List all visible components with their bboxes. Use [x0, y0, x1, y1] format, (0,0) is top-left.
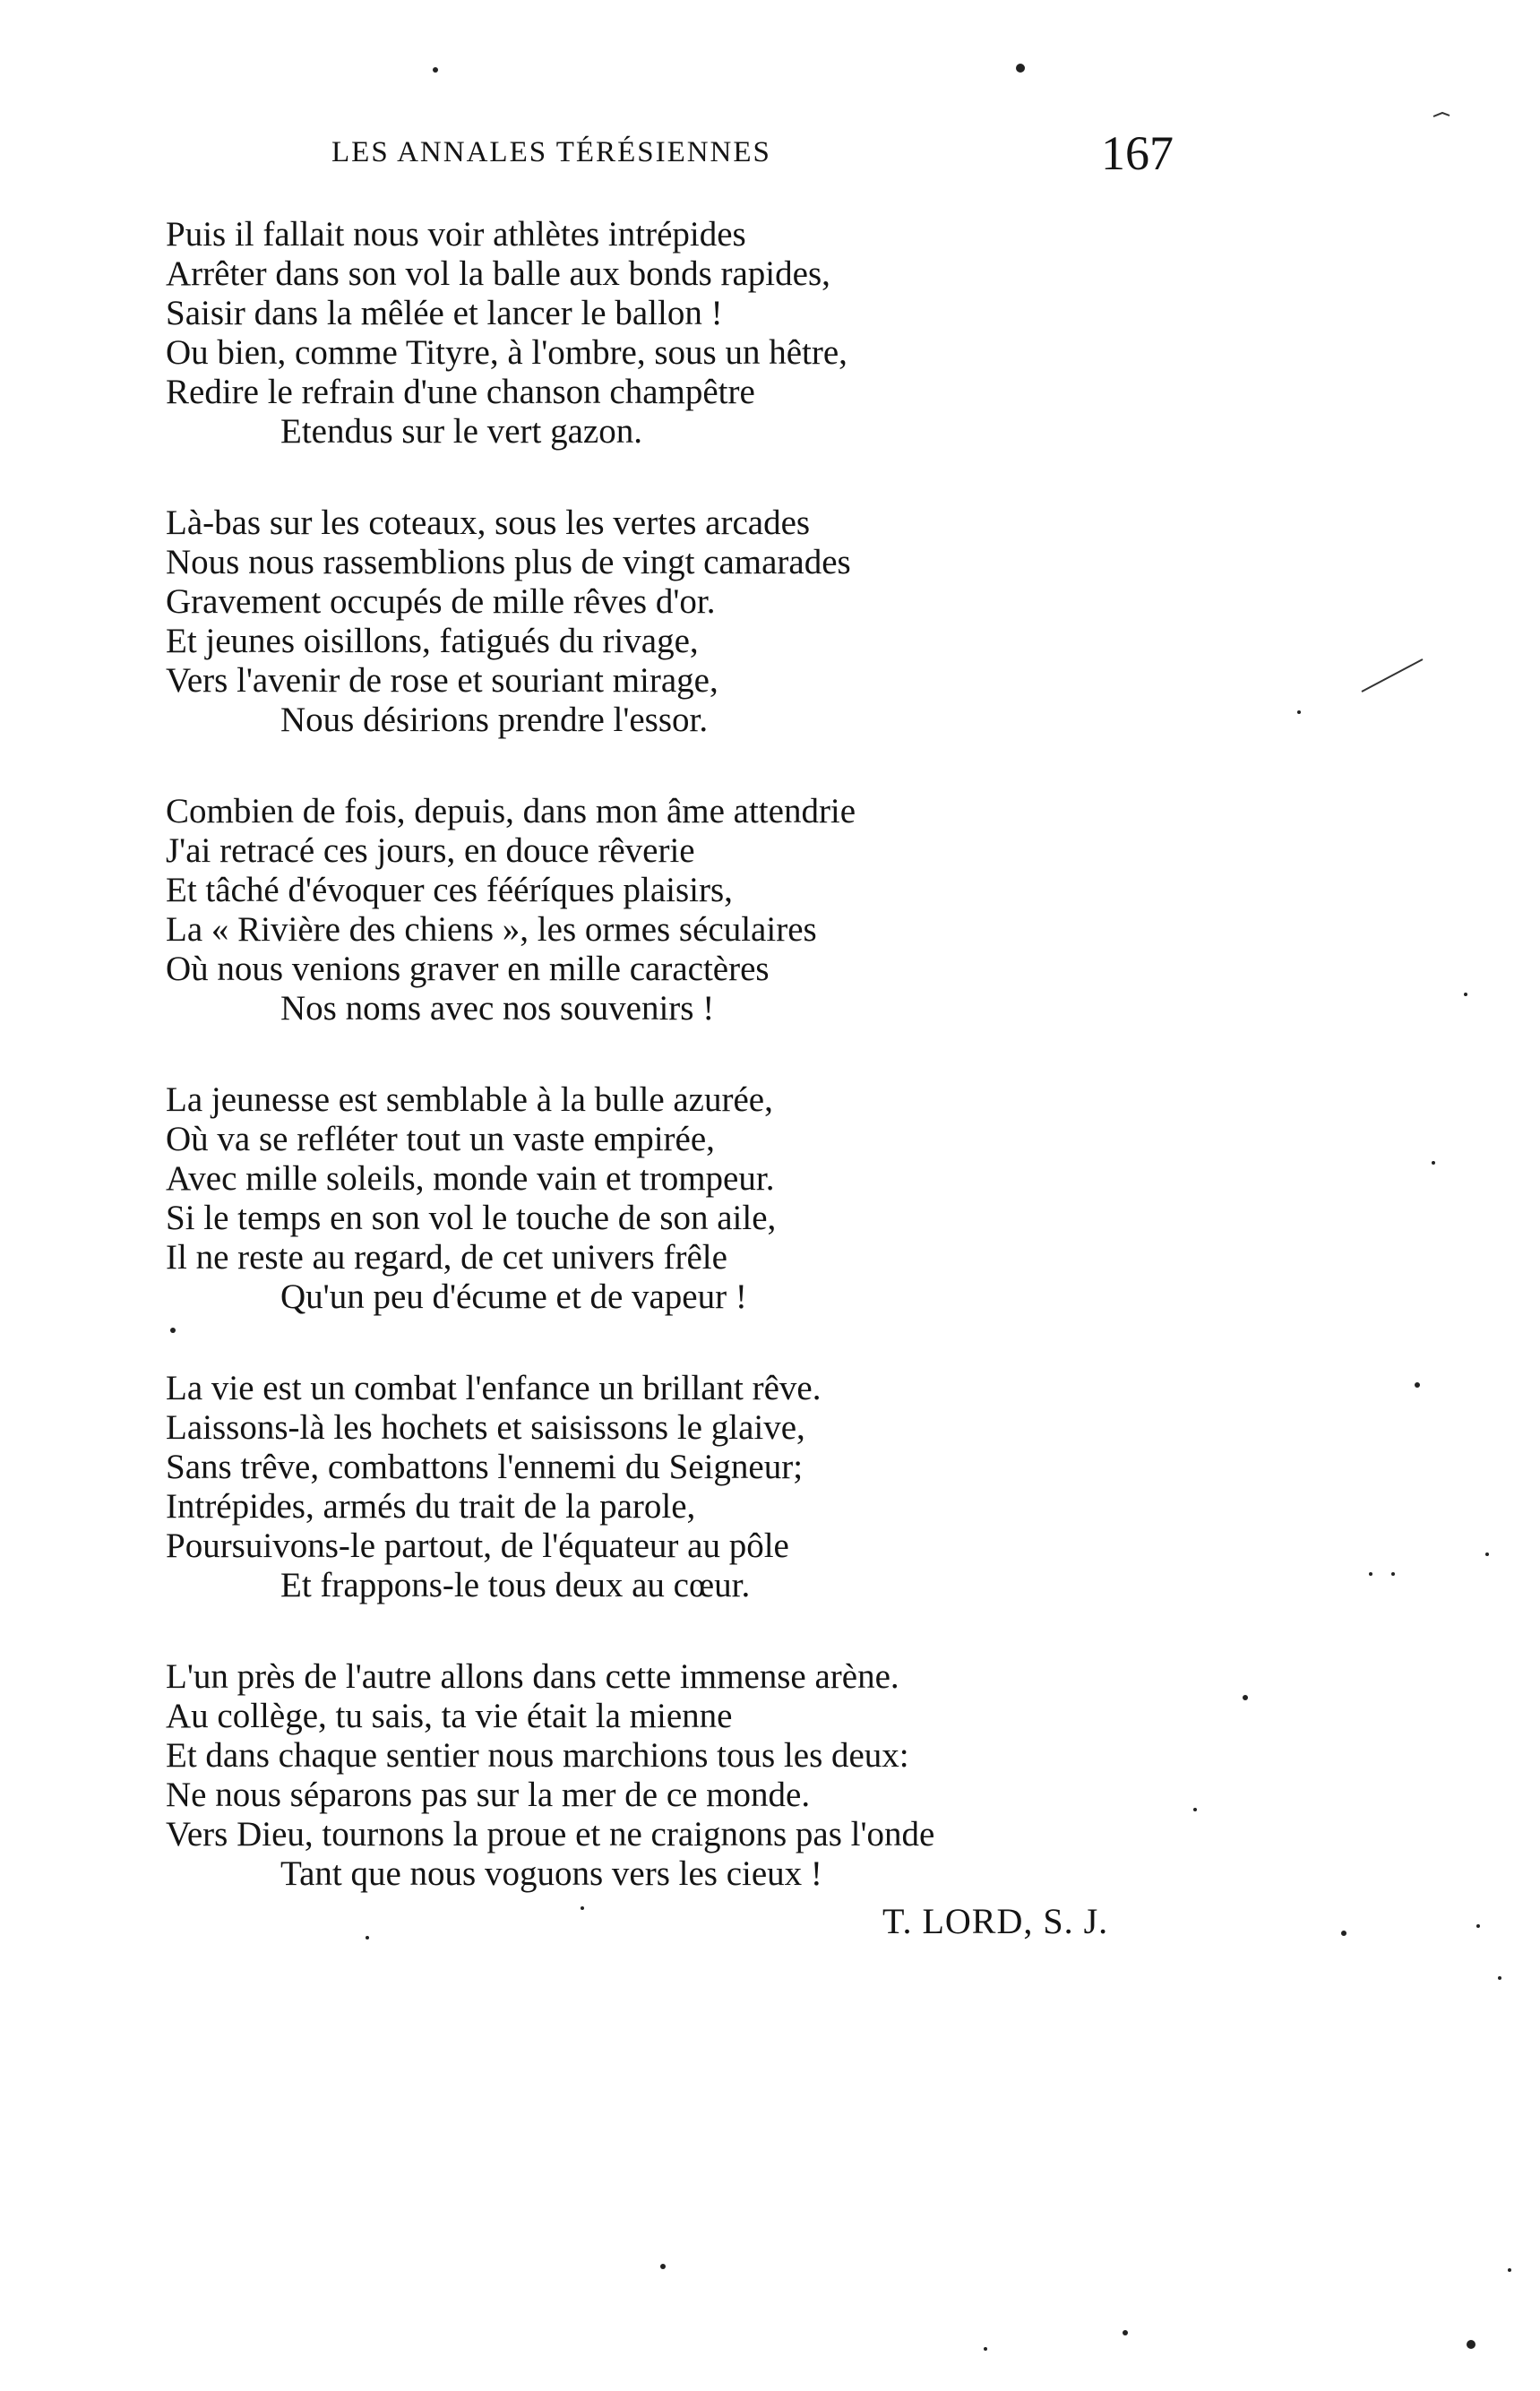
verse-line: Si le temps en son vol le touche de son aile, — [166, 1199, 777, 1237]
verse-line: La vie est un combat l'enfance un brillant rêve. — [166, 1369, 822, 1407]
verse-line: La jeunesse est semblable à la bulle azurée, — [166, 1080, 773, 1119]
verse-line: Saisir dans la mêlée et lancer le ballon ! — [166, 294, 723, 332]
verse-line: Sans trêve, combattons l'ennemi du Seigneur; — [166, 1448, 804, 1486]
verse-line: Redire le refrain d'une chanson champêtre — [166, 373, 755, 411]
verse-line: Poursuivons-le partout, de l'équateur au pôle — [166, 1527, 789, 1565]
verse-line: Au collège, tu sais, ta vie était la mienne — [166, 1697, 733, 1735]
verse-line: Et jeunes oisillons, fatigués du rivage, — [166, 622, 699, 660]
refrain-line: Et frappons-le tous deux au cœur. — [280, 1566, 751, 1604]
verse-line: Puis il fallait nous voir athlètes intrépides — [166, 215, 746, 254]
author-signature: T. LORD, S. J. — [882, 1901, 1109, 1941]
verse-line: Intrépides, armés du trait de la parole, — [166, 1487, 696, 1526]
verse-line: Arrêter dans son vol la balle aux bonds rapides, — [166, 254, 830, 293]
verse-line: Où nous venions graver en mille caractères — [166, 950, 770, 988]
refrain-line: Qu'un peu d'écume et de vapeur ! — [280, 1277, 747, 1316]
verse-line: Avec mille soleils, monde vain et trompeur. — [166, 1159, 775, 1198]
verse-line: Vers l'avenir de rose et souriant mirage, — [166, 661, 718, 700]
verse-line: Nous nous rassemblions plus de vingt camarades — [166, 543, 851, 581]
verse-line: Là-bas sur les coteaux, sous les vertes arcades — [166, 503, 811, 542]
verse-line: La « Rivière des chiens », les ormes séculaires — [166, 910, 817, 949]
verse-line: Et tâché d'évoquer ces fééríques plaisirs, — [166, 871, 733, 909]
verse-line: L'un près de l'autre allons dans cette immense arène. — [166, 1657, 899, 1696]
verse-line: J'ai retracé ces jours, en douce rêverie — [166, 831, 695, 870]
verse-line: Où va se refléter tout un vaste empirée, — [166, 1120, 715, 1158]
verse-line: Il ne reste au regard, de cet univers frêle — [166, 1238, 727, 1277]
verse-line: Et dans chaque sentier nous marchions tous les deux: — [166, 1736, 909, 1775]
verse-line: Ou bien, comme Tityre, à l'ombre, sous un hêtre, — [166, 333, 847, 372]
running-title: LES ANNALES TÉRÉSIENNES — [331, 136, 771, 168]
refrain-line: Nous désirions prendre l'essor. — [280, 701, 709, 739]
verse-line: Vers Dieu, tournons la proue et ne craignons pas l'onde — [166, 1815, 935, 1853]
page-number: 167 — [1101, 126, 1174, 180]
refrain-line: Etendus sur le vert gazon. — [280, 412, 642, 451]
verse-line: Gravement occupés de mille rêves d'or. — [166, 582, 716, 621]
refrain-line: Nos noms avec nos souvenirs ! — [280, 989, 715, 1028]
verse-line: Ne nous séparons pas sur la mer de ce monde. — [166, 1776, 811, 1814]
verse-line: Combien de fois, depuis, dans mon âme attendrie — [166, 792, 856, 830]
verse-line: Laissons-là les hochets et saisissons le glaive, — [166, 1408, 805, 1447]
refrain-line: Tant que nous voguons vers les cieux ! — [280, 1854, 822, 1893]
